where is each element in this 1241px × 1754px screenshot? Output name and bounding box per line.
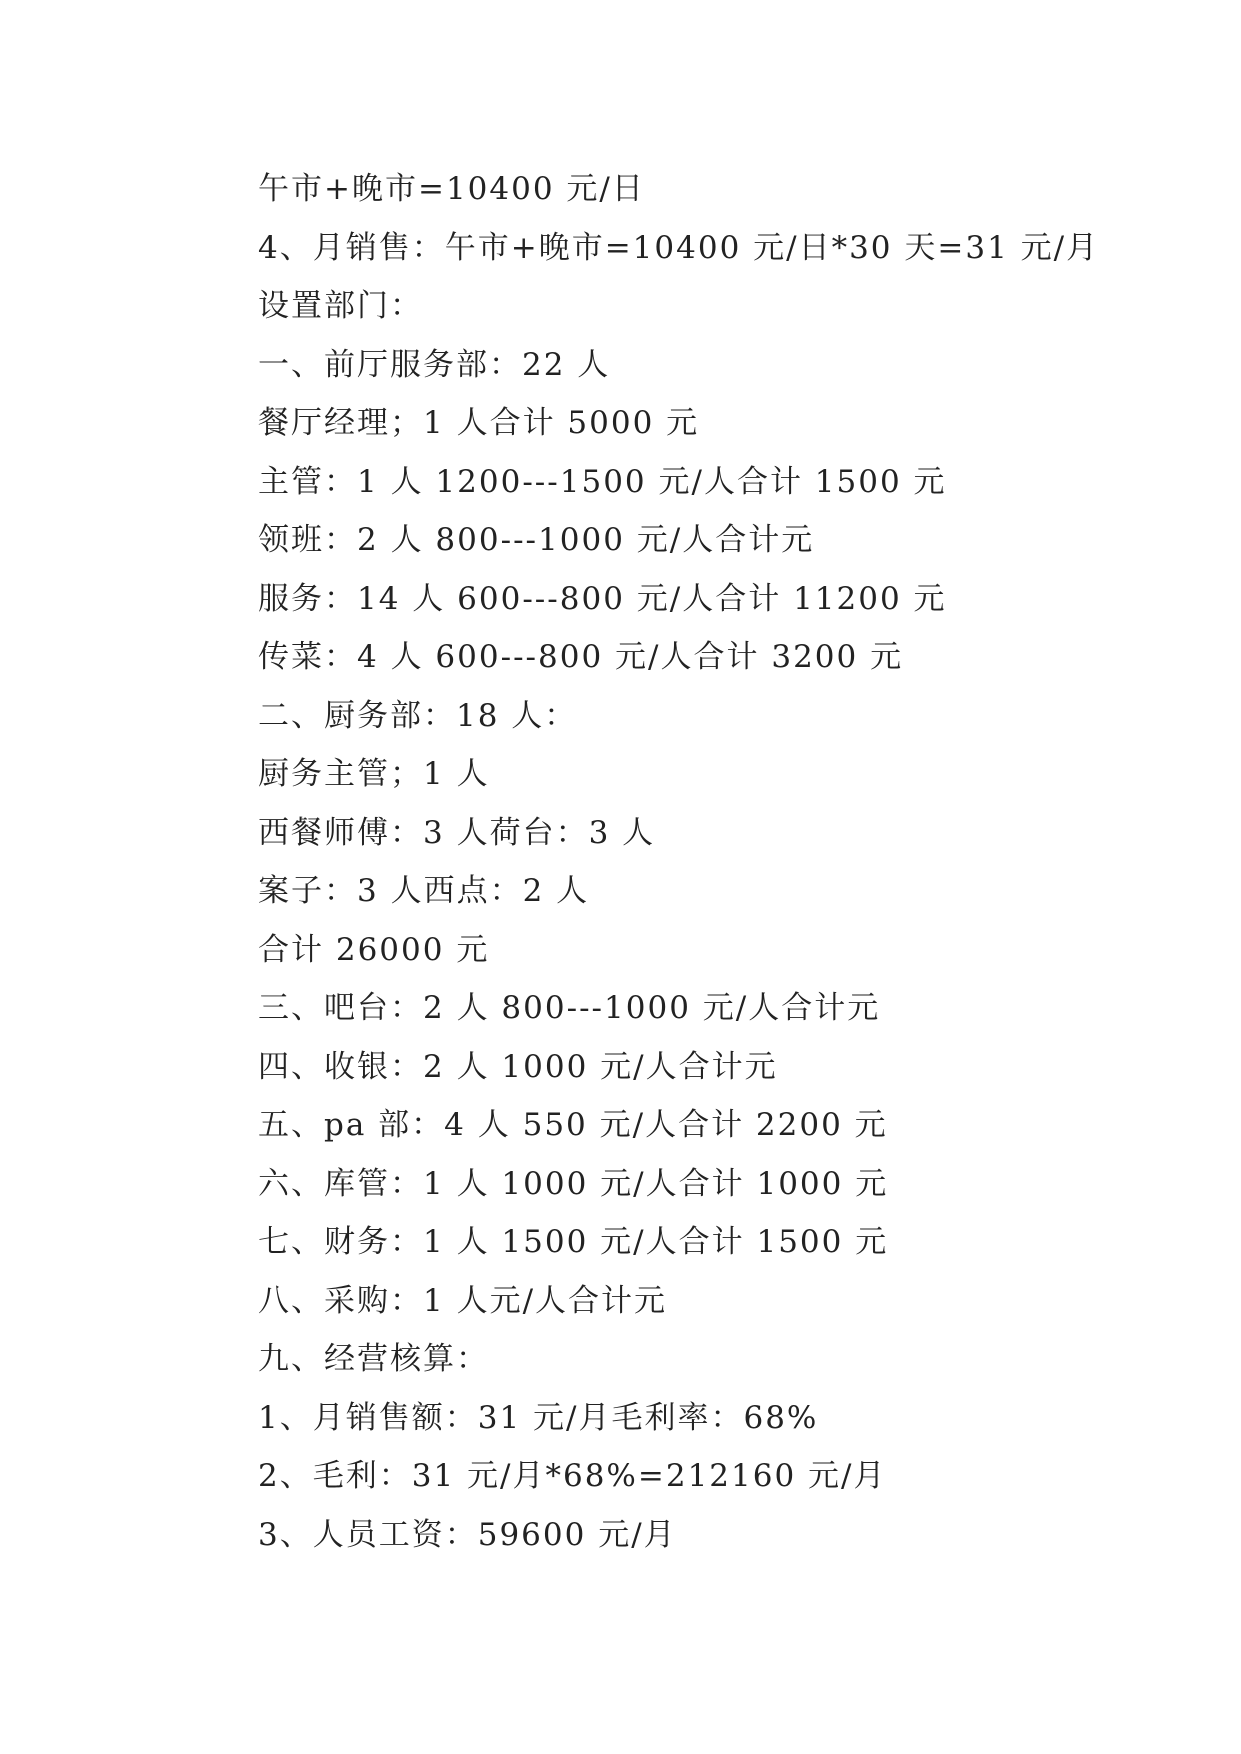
text-line-monthly-sales: 4、月销售：午市+晚市=10400 元/日*30 天=31 元/月 [258, 229, 1100, 266]
text-line-bar: 三、吧台：2 人 800---1000 元/人合计元 [258, 990, 881, 1026]
text-line-gross-profit: 2、毛利：31 元/月*68%=212160 元/月 [258, 1458, 887, 1494]
text-line-team-leader: 领班：2 人 800---1000 元/人合计元 [258, 522, 815, 558]
text-line-finance: 七、财务：1 人 1500 元/人合计 1500 元 [258, 1224, 889, 1260]
text-line-kitchen: 二、厨务部：18 人： [258, 697, 578, 734]
text-line-restaurant-manager: 餐厅经理；1 人合计 5000 元 [258, 405, 700, 441]
text-line-pa-department: 五、pa 部：4 人 550 元/人合计 2200 元 [258, 1107, 888, 1143]
text-line-monthly-revenue: 1、月销售额：31 元/月毛利率：68% [258, 1399, 819, 1436]
text-line-departments-heading: 设置部门： [258, 288, 423, 324]
text-line-service: 服务：14 人 600---800 元/人合计 11200 元 [258, 580, 947, 617]
text-line-warehouse: 六、库管：1 人 1000 元/人合计 1000 元 [258, 1165, 889, 1202]
text-line-western-chef: 西餐师傅：3 人荷台：3 人 [258, 814, 656, 851]
document-body [258, 160, 1158, 1564]
text-line-food-runner: 传菜：4 人 600---800 元/人合计 3200 元 [258, 639, 904, 675]
text-line-kitchen-total: 合计 26000 元 [258, 931, 490, 968]
text-line-daily-sales: 午市+晚市=10400 元/日 [258, 171, 645, 207]
text-line-accounting-heading: 九、经营核算： [258, 1341, 489, 1377]
text-line-prep-pastry: 案子：3 人西点：2 人 [258, 873, 590, 909]
text-line-cashier: 四、收银：2 人 1000 元/人合计元 [258, 1048, 778, 1085]
text-line-supervisor: 主管：1 人 1200---1500 元/人合计 1500 元 [258, 463, 947, 500]
text-line-staff-wages: 3、人员工资：59600 元/月 [258, 1516, 677, 1553]
text-line-purchasing: 八、采购：1 人元/人合计元 [258, 1282, 668, 1319]
text-line-front-hall: 一、前厅服务部：22 人 [258, 346, 611, 383]
text-line-kitchen-supervisor: 厨务主管；1 人 [258, 756, 490, 792]
